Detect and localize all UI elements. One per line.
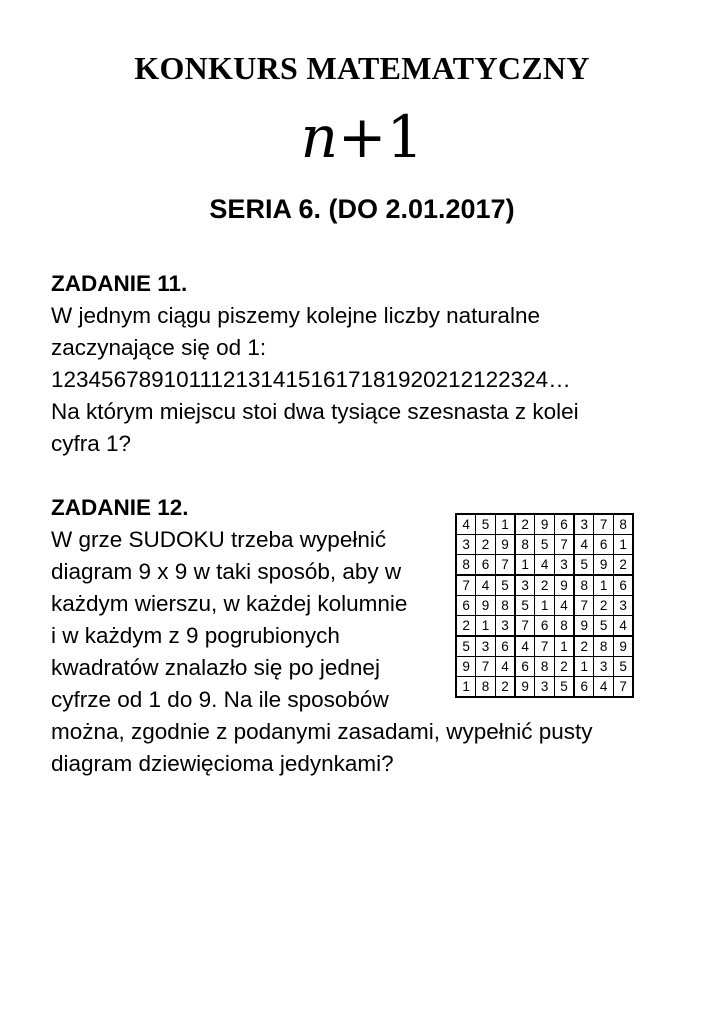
- sudoku-cell: 1: [554, 636, 574, 656]
- sudoku-cell: 7: [535, 636, 555, 656]
- sudoku-grid: [455, 513, 634, 698]
- sudoku-row: [456, 534, 633, 554]
- sudoku-cell: 9: [614, 636, 634, 656]
- sudoku-cell: 6: [614, 575, 634, 595]
- sudoku-cell: 2: [456, 615, 476, 635]
- sudoku-cell: 8: [535, 656, 555, 676]
- sudoku-cell: 2: [614, 555, 634, 575]
- sudoku-cell: 1: [614, 534, 634, 554]
- sudoku-cell: 9: [456, 656, 476, 676]
- sudoku-row: [456, 514, 633, 534]
- sudoku-cell: 5: [495, 575, 515, 595]
- sudoku-cell: 6: [594, 534, 614, 554]
- sudoku-cell: 6: [476, 555, 496, 575]
- sudoku-cell: 4: [515, 636, 535, 656]
- sudoku-cell: 7: [554, 534, 574, 554]
- sudoku-cell: 1: [535, 595, 555, 615]
- sudoku-cell: 7: [594, 514, 614, 534]
- sudoku-cell: 4: [476, 575, 496, 595]
- sudoku-cell: 4: [614, 615, 634, 635]
- sudoku-row: [456, 676, 633, 696]
- sudoku-cell: 8: [456, 555, 476, 575]
- sudoku-cell: 9: [554, 575, 574, 595]
- sudoku-cell: 5: [554, 676, 574, 696]
- sudoku-cell: 4: [594, 676, 614, 696]
- sudoku-cell: 8: [495, 595, 515, 615]
- sudoku-cell: 3: [594, 656, 614, 676]
- sudoku-cell: 3: [456, 534, 476, 554]
- contest-title: KONKURS MATEMATYCZNY: [134, 50, 590, 86]
- sudoku-cell: 1: [495, 514, 515, 534]
- sudoku-cell: 9: [594, 555, 614, 575]
- sudoku-cell: 6: [535, 615, 555, 635]
- sudoku-row: [456, 575, 633, 595]
- sudoku-cell: 1: [476, 615, 496, 635]
- series-heading: SERIA 6. (DO 2.01.2017): [209, 194, 515, 224]
- sudoku-cell: 5: [515, 595, 535, 615]
- sudoku-cell: 9: [535, 514, 555, 534]
- task-11-line: W jednym ciągu piszemy kolejne liczby naturalne: [51, 303, 540, 328]
- sudoku-cell: 7: [456, 575, 476, 595]
- sudoku-cell: 4: [495, 656, 515, 676]
- sudoku-cell: 8: [574, 575, 594, 595]
- sudoku-cell: 6: [515, 656, 535, 676]
- sudoku-cell: 8: [476, 676, 496, 696]
- sudoku-cell: 1: [594, 575, 614, 595]
- sudoku-cell: 5: [456, 636, 476, 656]
- sudoku-cell: 2: [515, 514, 535, 534]
- sudoku-cell: 6: [574, 676, 594, 696]
- sudoku-cell: 2: [476, 534, 496, 554]
- sudoku-cell: 2: [574, 636, 594, 656]
- sudoku-cell: 3: [476, 636, 496, 656]
- sudoku-cell: 6: [456, 595, 476, 615]
- sudoku-cell: 5: [535, 534, 555, 554]
- sudoku-cell: 6: [495, 636, 515, 656]
- task-11-line: 1234567891011121314151617181920212122324…: [51, 367, 571, 392]
- sudoku-row: [456, 555, 633, 575]
- sudoku-cell: 8: [614, 514, 634, 534]
- sudoku-row: [456, 636, 633, 656]
- sudoku-cell: 7: [614, 676, 634, 696]
- task-11-line: Na którym miejscu stoi dwa tysiące szesnasta z kolei: [51, 399, 579, 424]
- sudoku-cell: 7: [515, 615, 535, 635]
- sudoku-cell: 9: [515, 676, 535, 696]
- sudoku-cell: 3: [614, 595, 634, 615]
- sudoku-cell: 5: [574, 555, 594, 575]
- sudoku-cell: 4: [456, 514, 476, 534]
- task-12-line: można, zgodnie z podanymi zasadami, wypełnić pusty: [51, 719, 593, 744]
- sudoku-cell: 5: [476, 514, 496, 534]
- sudoku-cell: 8: [594, 636, 614, 656]
- sudoku-cell: 3: [554, 555, 574, 575]
- contest-logo-n-plus-1: [0, 100, 724, 174]
- sudoku-cell: 5: [594, 615, 614, 635]
- sudoku-cell: 4: [574, 534, 594, 554]
- sudoku-cell: 7: [574, 595, 594, 615]
- sudoku-row: [456, 595, 633, 615]
- task-12-line: W grze SUDOKU trzeba wypełnić: [51, 527, 387, 552]
- sudoku-cell: 8: [515, 534, 535, 554]
- sudoku-cell: 9: [495, 534, 515, 554]
- sudoku-row: [456, 615, 633, 635]
- sudoku-cell: 3: [535, 676, 555, 696]
- task-11-line: zaczynające się od 1:: [51, 335, 267, 360]
- task-12-line: kwadratów znalazło się po jednej: [51, 655, 380, 680]
- brand-n: n: [300, 103, 338, 171]
- sudoku-cell: 2: [535, 575, 555, 595]
- sudoku-cell: 3: [574, 514, 594, 534]
- sudoku-cell: 7: [476, 656, 496, 676]
- sudoku-cell: 4: [535, 555, 555, 575]
- sudoku-cell: 3: [515, 575, 535, 595]
- sudoku-cell: 3: [495, 615, 515, 635]
- task-11-heading: ZADANIE 11.: [51, 271, 188, 296]
- task-12-line: i w każdym z 9 pogrubionych: [51, 623, 340, 648]
- sudoku-cell: 9: [476, 595, 496, 615]
- sudoku-cell: 2: [495, 676, 515, 696]
- task-12-line: diagram 9 x 9 w taki sposób, aby w: [51, 559, 402, 584]
- task-12-line: każdym wierszu, w każdej kolumnie: [51, 591, 408, 616]
- task-12-heading: ZADANIE 12.: [51, 495, 189, 520]
- task-11: [51, 268, 691, 460]
- sudoku-cell: 7: [495, 555, 515, 575]
- sudoku-cell: 2: [594, 595, 614, 615]
- sudoku-cell: 6: [554, 514, 574, 534]
- sudoku-cell: 1: [515, 555, 535, 575]
- sudoku-cell: 1: [574, 656, 594, 676]
- sudoku-row: [456, 656, 633, 676]
- task-12-line: diagram dziewięcioma jedynkami?: [51, 751, 394, 776]
- sudoku-cell: 4: [554, 595, 574, 615]
- sudoku-cell: 9: [574, 615, 594, 635]
- sudoku-cell: 8: [554, 615, 574, 635]
- sudoku-cell: 5: [614, 656, 634, 676]
- sudoku-cell: 1: [456, 676, 476, 696]
- brand-plus-one: +1: [337, 103, 424, 171]
- task-11-line: cyfra 1?: [51, 431, 132, 456]
- sudoku-cell: 2: [554, 656, 574, 676]
- task-12-line: cyfrze od 1 do 9. Na ile sposobów: [51, 687, 389, 712]
